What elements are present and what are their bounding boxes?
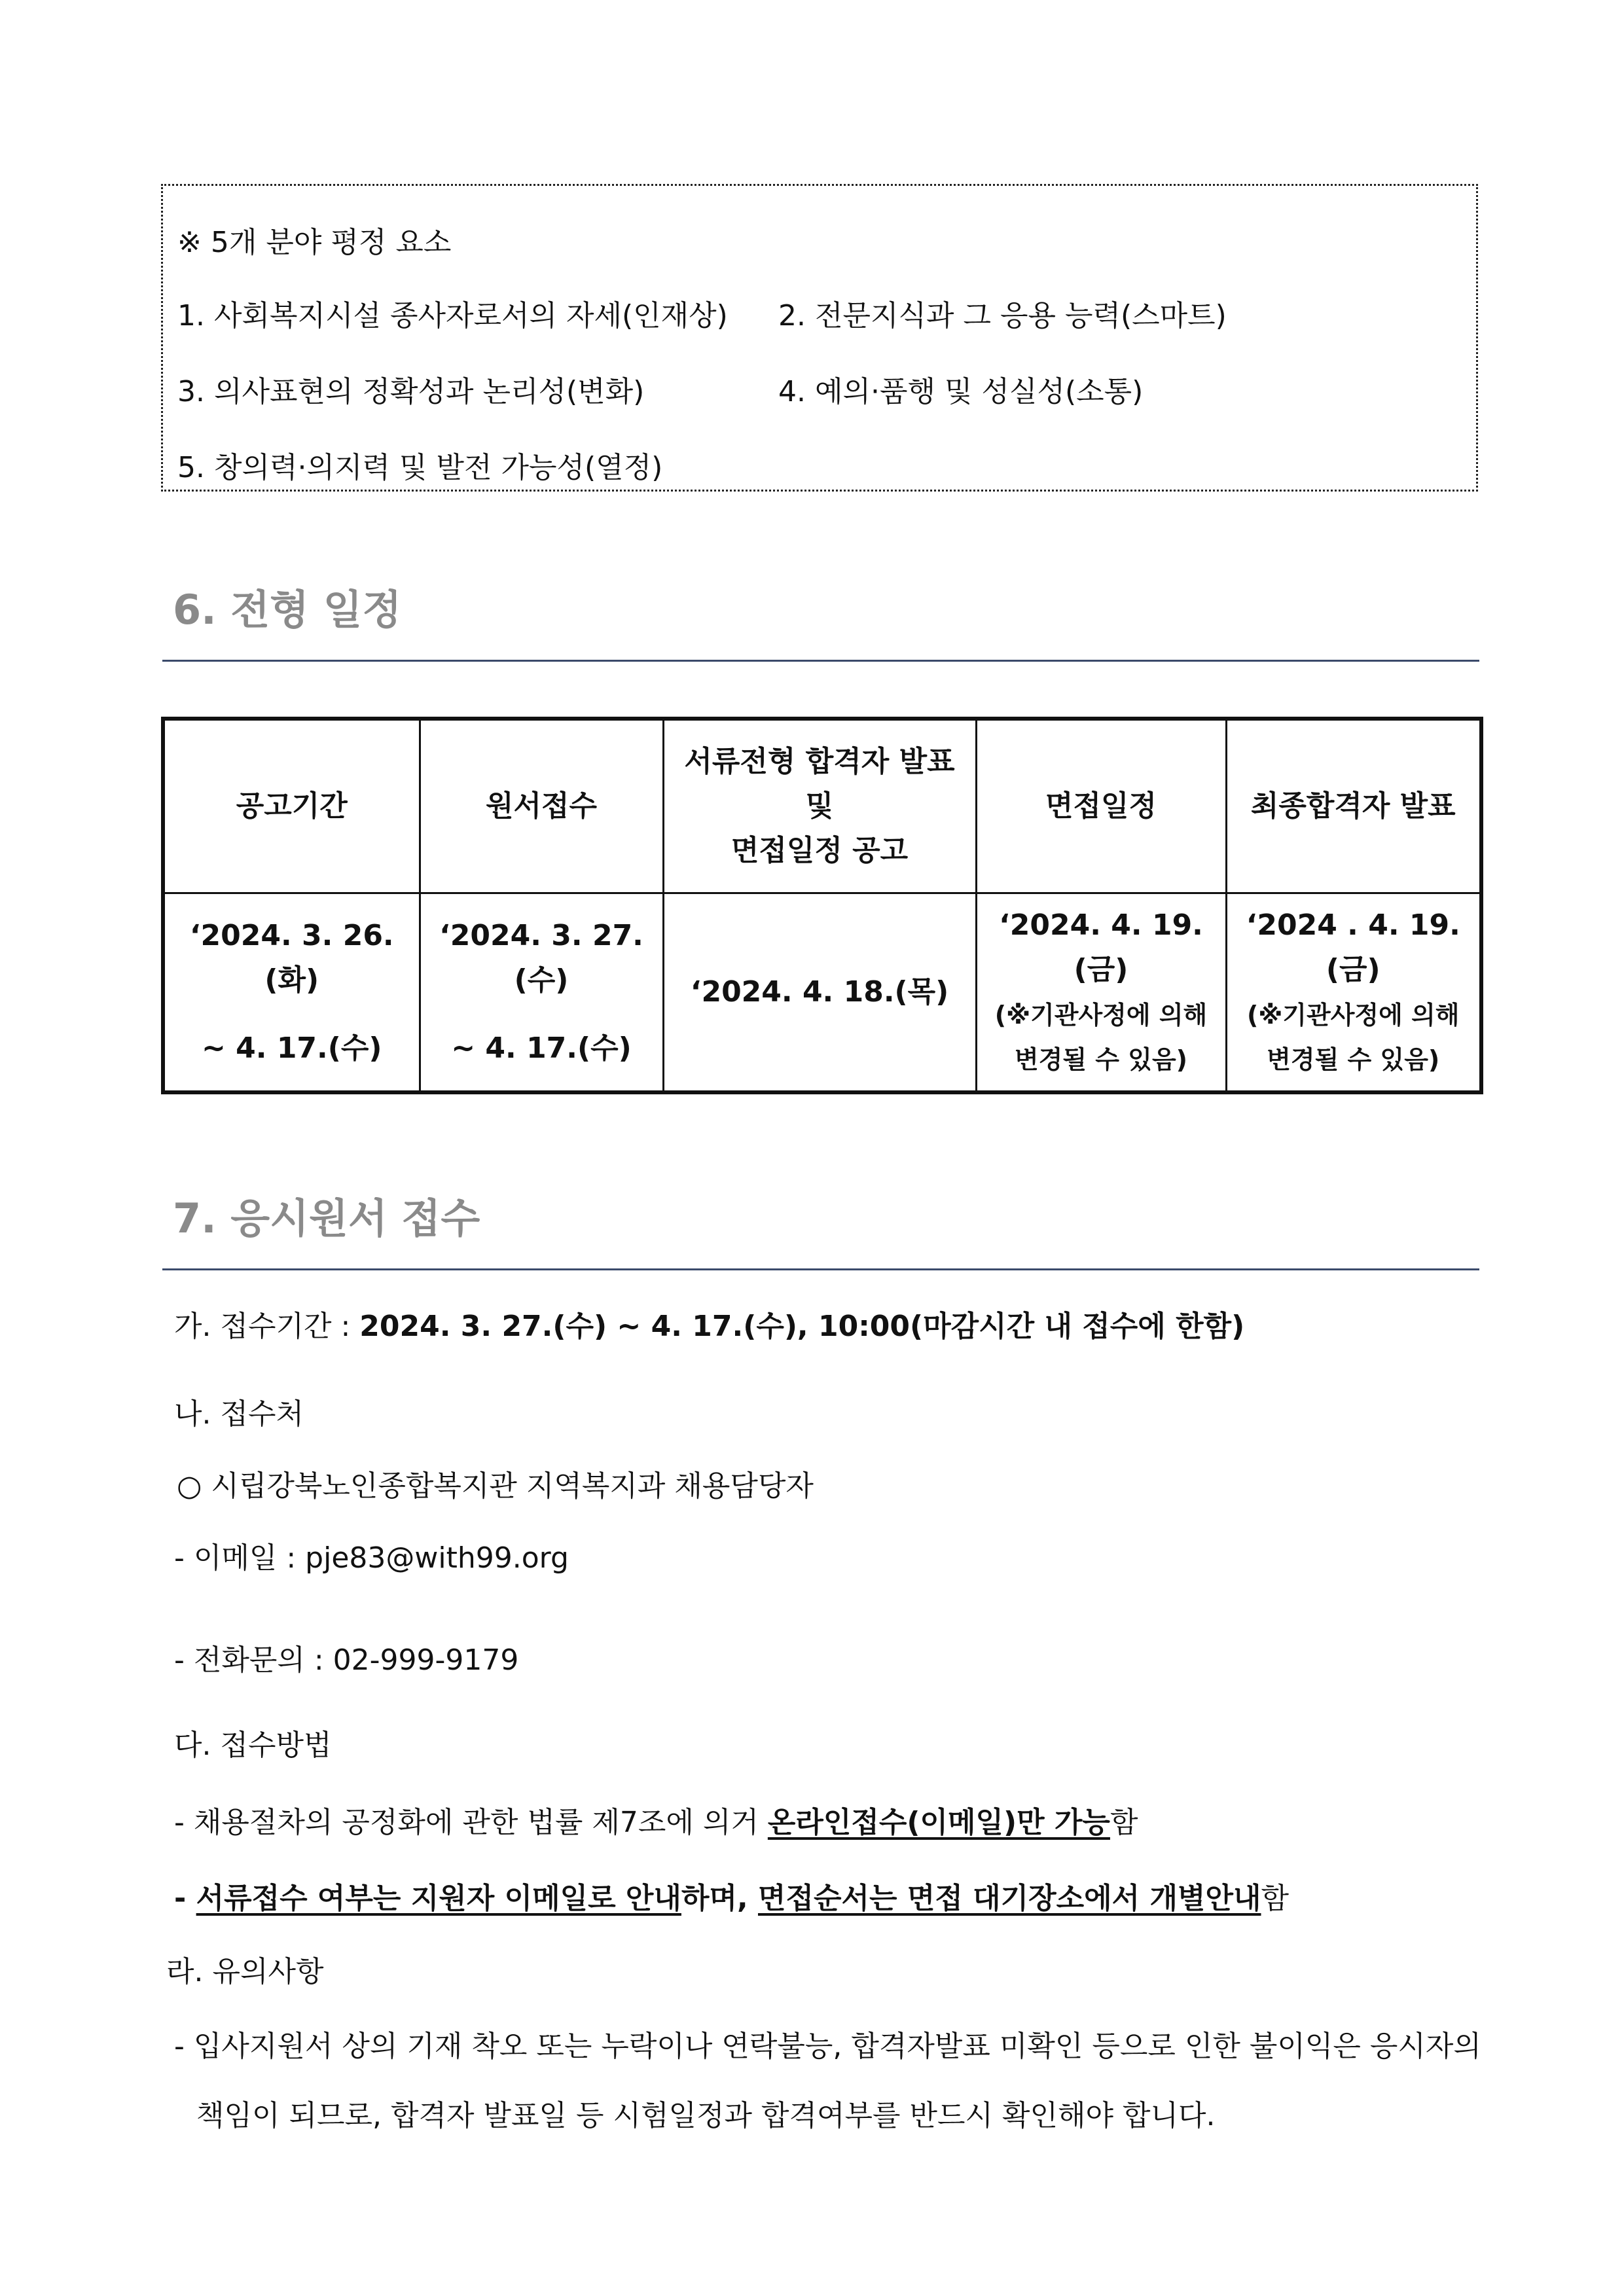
method-text: - 채용절차의 공정화에 관한 법률 제7조에 의거 bbox=[174, 1806, 768, 1839]
cell-note: (※기관사정에 의해 bbox=[994, 1001, 1208, 1030]
section-6-divider bbox=[162, 660, 1479, 662]
section-6-title: 6. 전형 일정 bbox=[173, 586, 402, 634]
section-7-divider bbox=[162, 1268, 1479, 1270]
application-period bbox=[174, 1302, 1244, 1344]
cell-announcement-period bbox=[163, 893, 420, 1093]
cell-text: ‘2024 . 4. 19.(금) bbox=[1246, 908, 1460, 986]
application-period-value: 2024. 3. 27.(수) ~ 4. 17.(수), 10:00(마감시간 내 접수에 한함) bbox=[359, 1310, 1245, 1343]
cell-text: ‘2024. 3. 26.(화) bbox=[189, 918, 394, 997]
method-emphasis: 온라인접수(이메일)만 가능 bbox=[767, 1806, 1110, 1839]
submission-place-label: 나. 접수처 bbox=[174, 1397, 304, 1431]
eval-item-1: 1. 사회복지시설 종사자로서의 자세(인재상) bbox=[177, 299, 728, 332]
section-7-title: 7. 응시원서 접수 bbox=[173, 1194, 480, 1242]
cell-text: ~ 4. 17.(수) bbox=[451, 1031, 632, 1066]
header-interview: 면접일정 bbox=[976, 719, 1226, 893]
notice-label: 라. 유의사항 bbox=[166, 1955, 324, 1988]
cell-text: ~ 4. 17.(수) bbox=[201, 1031, 382, 1066]
eval-item-2: 2. 전문지식과 그 응용 능력(스마트) bbox=[778, 299, 1227, 332]
eval-item-3: 3. 의사표현의 정확성과 논리성(변화) bbox=[177, 375, 645, 408]
submission-method-2 bbox=[174, 1874, 1289, 1916]
cell-document-result bbox=[663, 893, 976, 1093]
schedule-header-row bbox=[163, 719, 1481, 893]
application-period-label: 가. 접수기간 : bbox=[174, 1310, 360, 1343]
cell-final-result bbox=[1226, 893, 1481, 1093]
cell-text: ‘2024. 4. 18.(목) bbox=[690, 975, 949, 1009]
evaluation-criteria-box bbox=[161, 184, 1478, 492]
eval-heading: ※ 5개 분야 평정 요소 bbox=[177, 226, 452, 259]
cell-note: (※기관사정에 의해 bbox=[1247, 1001, 1460, 1030]
notice-line-2: 책임이 되므로, 합격자 발표일 등 시험일정과 합격여부를 반드시 확인해야 합니다. bbox=[196, 2099, 1216, 2132]
method-emphasis: 면접순서는 면접 대기장소에서 개별안내 bbox=[757, 1882, 1261, 1915]
schedule-date-row bbox=[163, 893, 1481, 1093]
cell-application bbox=[420, 893, 663, 1093]
header-announcement-period: 공고기간 bbox=[163, 719, 420, 893]
submission-method-label: 다. 접수방법 bbox=[174, 1729, 332, 1762]
contact-email: - 이메일 : pje83@with99.org bbox=[174, 1541, 569, 1575]
cell-text: ‘2024. 3. 27.(수) bbox=[439, 918, 643, 997]
cell-text: ‘2024. 4. 19.(금) bbox=[999, 908, 1203, 986]
header-document-result-line2: 면접일정 공고 bbox=[731, 834, 909, 868]
eval-item-5: 5. 창의력·의지력 및 발전 가능성(열정) bbox=[177, 451, 663, 484]
header-document-result-line1: 서류전형 합격자 발표 및 bbox=[684, 744, 955, 823]
submission-place: ○ 시립강북노인종합복지관 지역복지과 채용담당자 bbox=[177, 1469, 814, 1503]
header-document-result bbox=[663, 719, 976, 893]
submission-method-1 bbox=[174, 1799, 1138, 1840]
header-application: 원서접수 bbox=[420, 719, 663, 893]
schedule-table bbox=[161, 717, 1483, 1094]
notice-line-1: - 입사지원서 상의 기재 착오 또는 누락이나 연락불능, 합격자발표 미확인 등으로 인한 불이익은 응시자의 bbox=[174, 2030, 1481, 2063]
method-text: 하며, bbox=[681, 1882, 758, 1915]
contact-phone: - 전화문의 : 02-999-9179 bbox=[174, 1643, 519, 1677]
header-final-result: 최종합격자 발표 bbox=[1226, 719, 1481, 893]
cell-interview bbox=[976, 893, 1226, 1093]
method-text: - bbox=[174, 1882, 196, 1915]
cell-note: 변경될 수 있음) bbox=[1014, 1045, 1188, 1075]
eval-item-4: 4. 예의·품행 및 성실성(소통) bbox=[778, 375, 1144, 408]
method-emphasis: 서류접수 여부는 지원자 이메일로 안내 bbox=[196, 1882, 681, 1915]
method-text: 함 bbox=[1261, 1882, 1290, 1915]
method-text: 함 bbox=[1110, 1806, 1138, 1839]
cell-note: 변경될 수 있음) bbox=[1267, 1045, 1440, 1075]
